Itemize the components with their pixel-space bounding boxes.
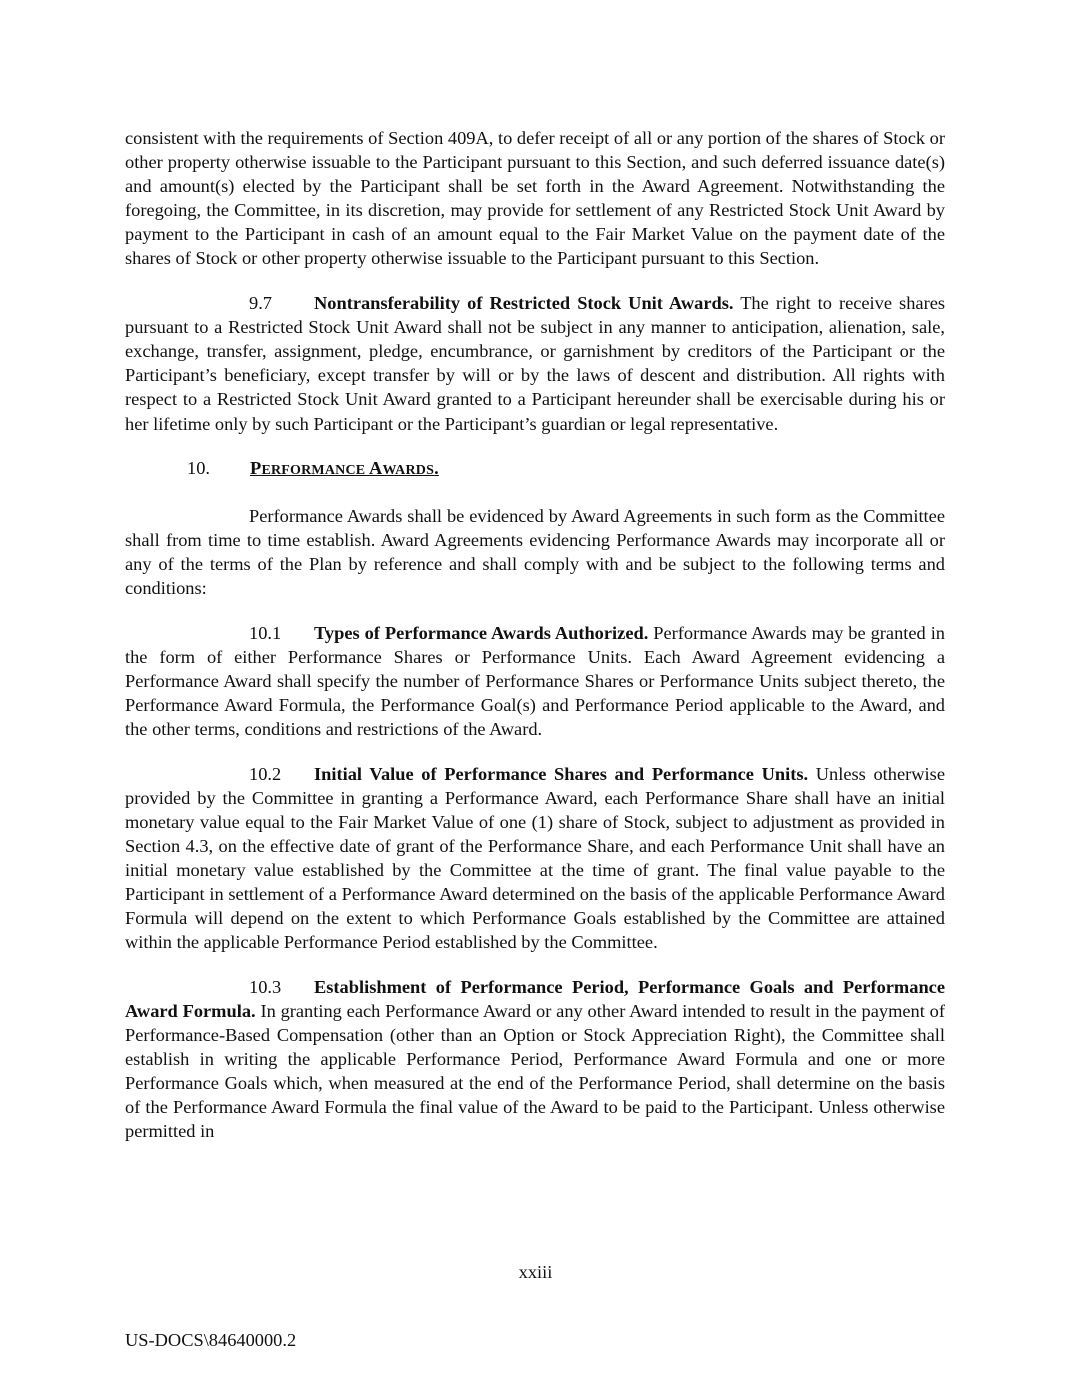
- paragraph-continuation: consistent with the requirements of Section 409A, to defer receipt of all or any portion of the shares of Stock or other property otherwise issuable to the Participant pursuant to this Section, and such deferred issuance date(s) and amount(s) elected by the Participant shall be set forth in the Award Agreement. Notwithstanding the foregoing, the Committee, in its discretion, may provide for settlement of any Restricted Stock Unit Award by payment to the Participant in cash of an amount equal to the Fair Market Value on the payment date of the shares of Stock or other property otherwise issuable to the Participant pursuant to this Section.: [125, 128, 945, 269]
- section-number: 10.3: [249, 976, 282, 997]
- section-body: In granting each Performance Award or any other Award intended to result in the payment of Performance-Based Compensation (other than an Option or Stock Appreciation Right), the Committee shall establish in writing the applicable Performance Period, Performance Award Formula and one or more Performance Goals which, when measured at the end of the Performance Period, shall determine on the basis of the Performance Award Formula the final value of the Award to be paid to the Participant. Unless otherwise permitted in: [125, 1000, 945, 1142]
- section-title: Types of Performance Awards Authorized.: [314, 622, 649, 643]
- section-number: 10.: [187, 458, 210, 479]
- section-10-heading: [125, 456, 945, 483]
- section-body: Unless otherwise provided by the Committee in granting a Performance Award, each Performance Share shall have an initial monetary value equal to the Fair Market Value of one (1) share of Stock, subject to adjustment as provided in Section 4.3, on the effective date of grant of the Performance Share, and each Performance Unit shall have an initial monetary value established by the Committee at the time of grant. The final value payable to the Participant in settlement of a Performance Award determined on the basis of the applicable Performance Award Formula will depend on the extent to which Performance Goals established by the Committee are attained within the applicable Performance Period established by the Committee.: [125, 763, 945, 953]
- section-number: 10.1: [249, 622, 282, 643]
- section-10-intro: Performance Awards shall be evidenced by Award Agreements in such form as the Committee shall from time to time establish. Award Agreements evidencing Performance Awards may incorporate all or any of the terms of the Plan by reference and shall comply with and be subject to the following terms and conditions:: [125, 505, 945, 598]
- section-9-7: [125, 291, 945, 436]
- section-number: 9.7: [249, 293, 272, 314]
- document-body: [125, 126, 945, 1164]
- section-title: Nontransferability of Restricted Stock Unit Awards.: [314, 293, 734, 314]
- section-title: Initial Value of Performance Shares and Performance Units.: [314, 763, 809, 784]
- page-number: xxiii: [518, 1262, 553, 1282]
- document-id: US-DOCS\84640000.2: [125, 1330, 297, 1350]
- section-10-3: [125, 975, 945, 1144]
- section-10-1: [125, 621, 945, 741]
- section-title: PERFORMANCE AWARDS.: [250, 458, 439, 479]
- section-title: Establishment of Performance Period, Performance Goals and Performance Award Formula.: [125, 976, 945, 1021]
- section-body: The right to receive shares pursuant to a Restricted Stock Unit Award shall not be subject in any manner to anticipation, alienation, sale, exchange, transfer, assignment, pledge, encumbrance, or garnishment by creditors of the Participant or the Participant’s beneficiary, except transfer by will or by the laws of descent and distribution. All rights with respect to a Restricted Stock Unit Award granted to a Participant hereunder shall be exercisable during his or her lifetime only by such Participant or the Participant’s guardian or legal representative.: [125, 293, 946, 434]
- section-number: 10.2: [249, 763, 282, 784]
- section-body: Performance Awards may be granted in the form of either Performance Shares or Performance Units. Each Award Agreement evidencing a Performance Award shall specify the number of Performance Shares or Performance Units subject thereto, the Performance Award Formula, the Performance Goal(s) and Performance Period applicable to the Award, and the other terms, conditions and restrictions of the Award.: [125, 622, 945, 739]
- section-10-2: [125, 762, 945, 955]
